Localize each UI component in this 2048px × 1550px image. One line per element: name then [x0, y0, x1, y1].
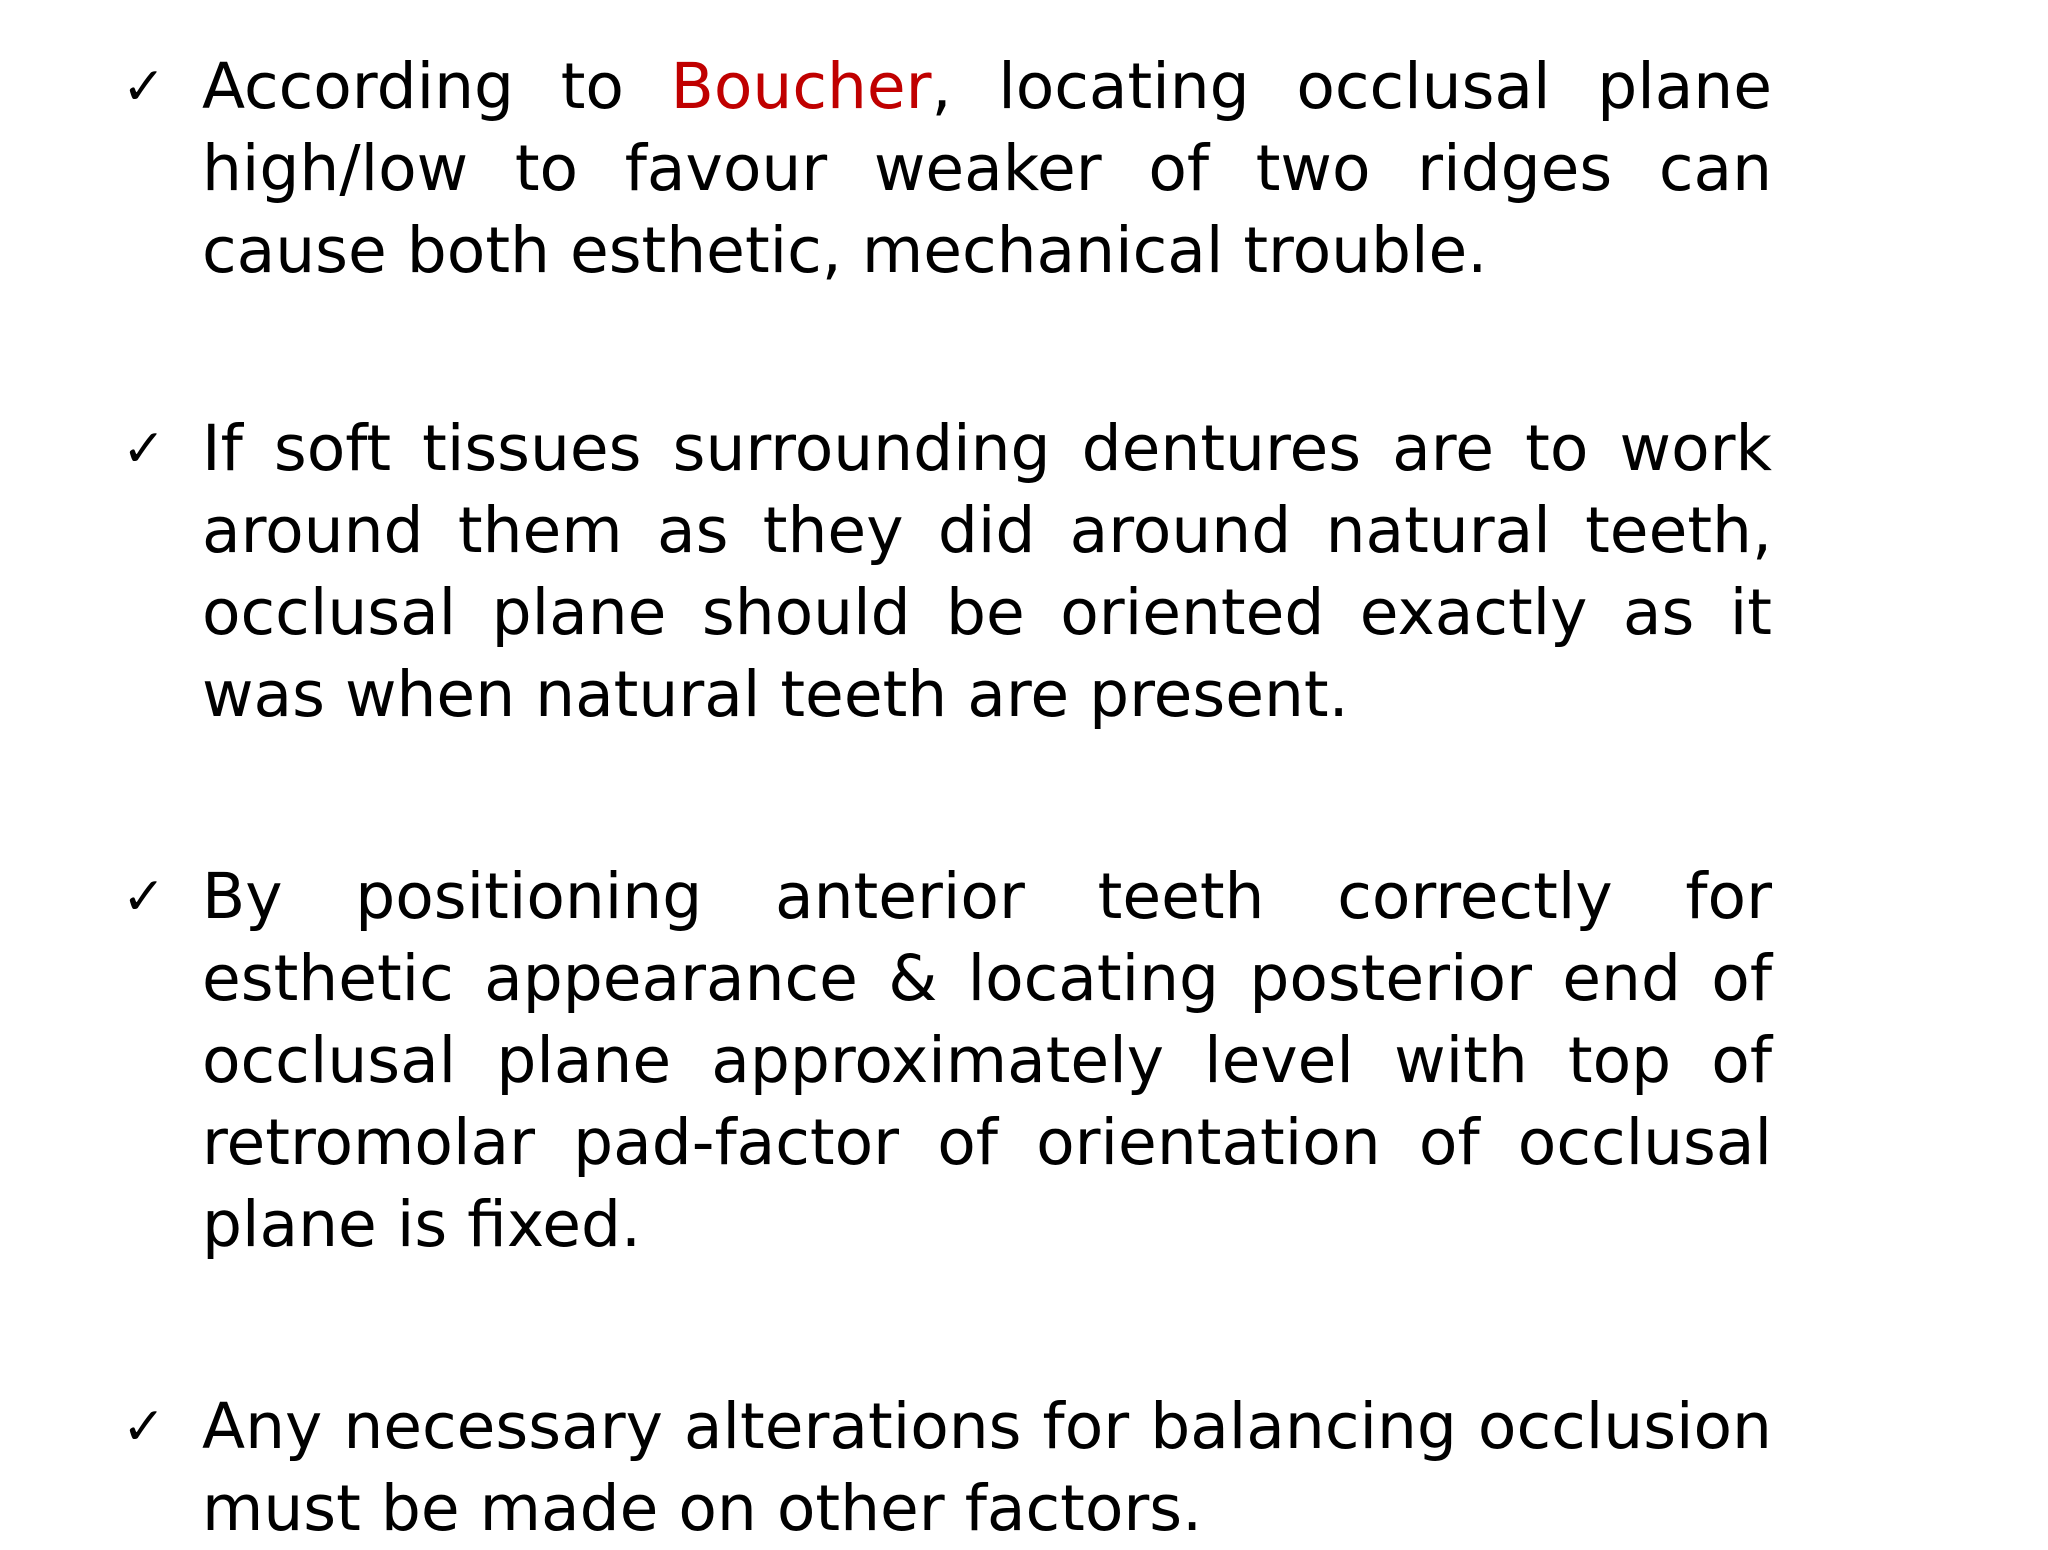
bullet-item-alterations [122, 1386, 1772, 1550]
bullet-text: Any necessary alterations for balancing occlusion must be made on other factors. [202, 1390, 1772, 1545]
bullet-rest: , locating occlusal plane high/low to favour weaker of two ridges can cause both esthetic, mechanical trouble. [202, 50, 1772, 287]
bullet-text: If soft tissues surrounding dentures are to work around them as they did around natural teeth, occlusal plane should be oriented exactly as it was when natural teeth are present. [202, 412, 1772, 731]
check-mark-icon: ✓ [122, 867, 166, 927]
bullet-item-anterior-teeth [122, 856, 1772, 1266]
check-mark-icon: ✓ [122, 419, 166, 479]
bullet-lead: According to [202, 50, 671, 123]
bullet-text: By positioning anterior teeth correctly for esthetic appearance & locating posterior end of occlusal plane approximately level with top of retromolar pad-factor of orientation of occlusal plane is fixed. [202, 860, 1772, 1261]
check-mark-icon: ✓ [122, 1397, 166, 1457]
check-mark-icon: ✓ [122, 57, 166, 117]
bullet-item-soft-tissues [122, 408, 1772, 736]
highlight-author: Boucher [670, 50, 932, 123]
bullet-item-boucher [122, 46, 1772, 292]
bullet-text [202, 46, 1772, 292]
